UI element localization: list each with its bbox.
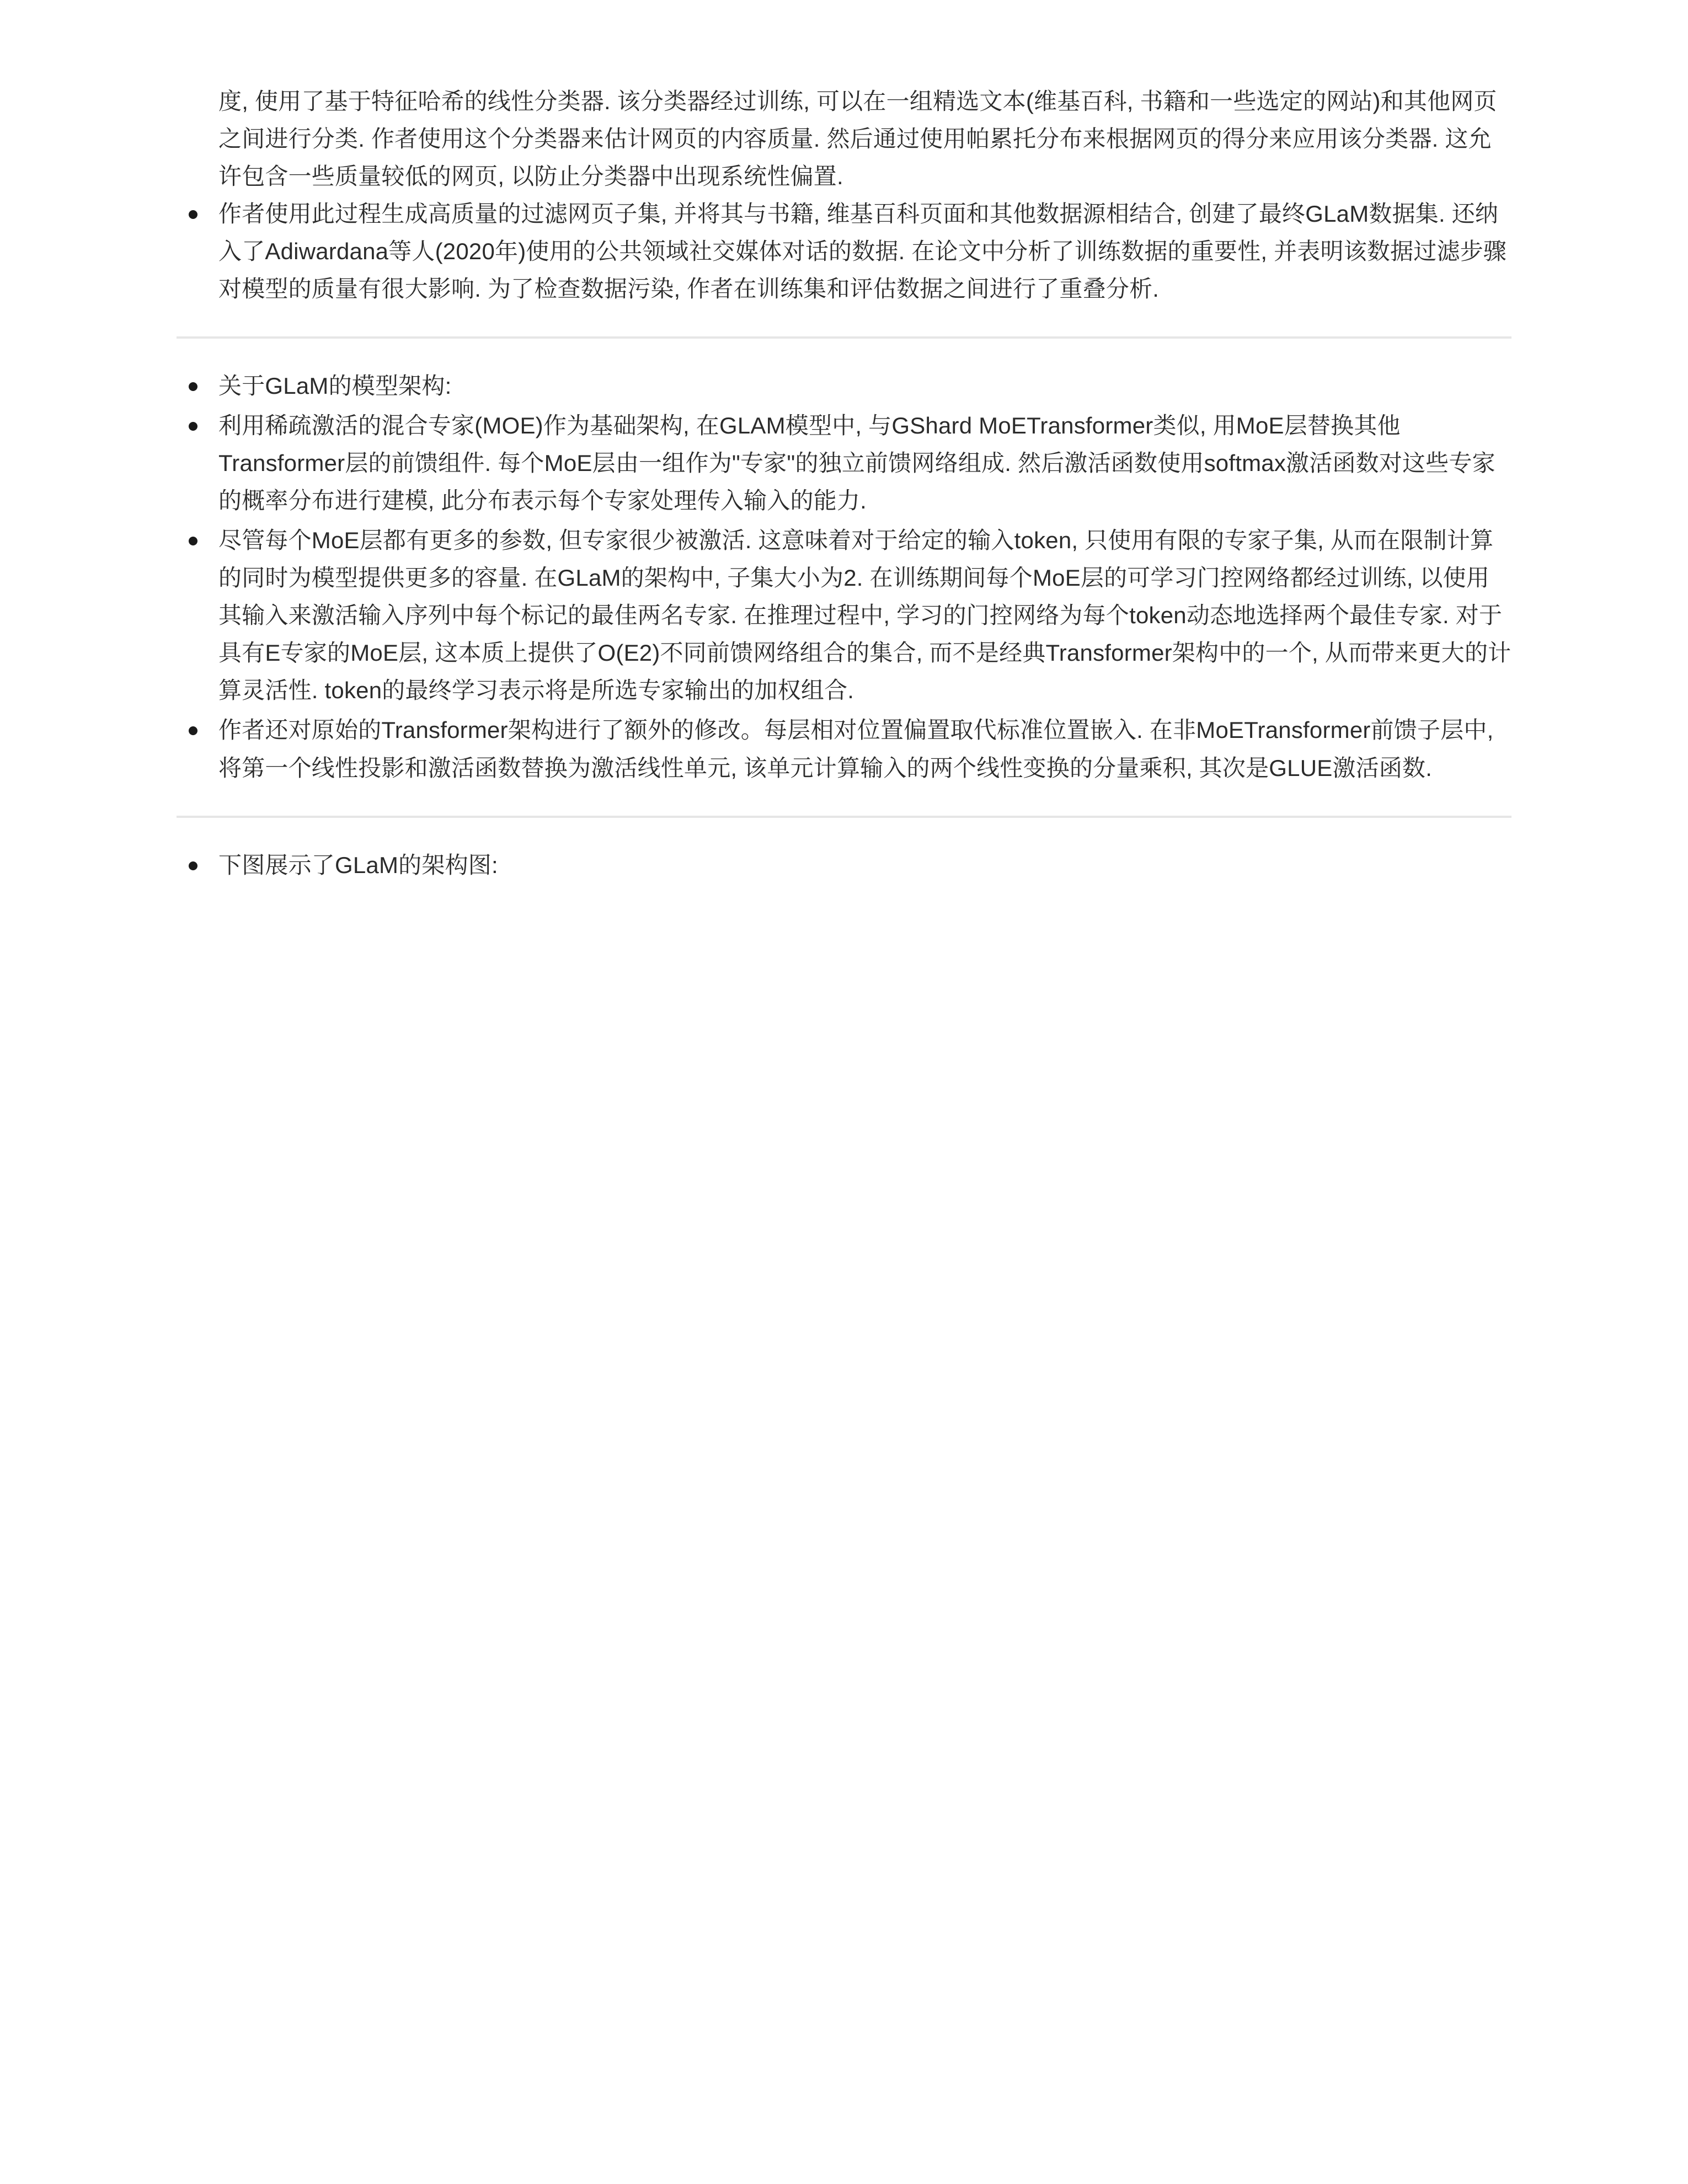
- section-data-filtering: [177, 83, 1511, 308]
- list-item: 关于GLaM的模型架构:: [177, 367, 1511, 405]
- continuation-paragraph: 度, 使用了基于特征哈希的线性分类器. 该分类器经过训练, 可以在一组精选文本(维基百科, 书籍和一些选定的网站)和其他网页之间进行分类. 作者使用这个分类器来估计网页的内容质量. 然后通过使用帕累托分布来根据网页的得分来应用该分类器. 这允许包含一些质量较低的网页, 以防止分类器中出现系统性偏置.: [218, 88, 1497, 190]
- list-item: 利用稀疏激活的混合专家(MOE)作为基础架构, 在GLAM模型中, 与GShard MoETransformer类似, 用MoE层替换其他Transformer层的前馈组件. 每个MoE层由一组作为"专家"的独立前馈网络组成. 然后激活函数使用softmax激活函数对这些专家的概率分布进行建模, 此分布表示每个专家处理传入输入的能力.: [177, 407, 1511, 520]
- document-content: [177, 83, 1511, 884]
- bullet-list-model-architecture: [177, 367, 1511, 786]
- bullet-list-architecture-figure: [177, 847, 1511, 884]
- section-architecture-figure: [177, 847, 1511, 884]
- list-item: 下图展示了GLaM的架构图:: [177, 847, 1511, 884]
- bullet-list-data-filtering: [177, 195, 1511, 308]
- list-item: 作者使用此过程生成高质量的过滤网页子集, 并将其与书籍, 维基百科页面和其他数据源相结合, 创建了最终GLaM数据集. 还纳入了Adiwardana等人(2020年)使用的公共领域社交媒体对话的数据. 在论文中分析了训练数据的重要性, 并表明该数据过滤步骤对模型的质量有很大影响. 为了检查数据污染, 作者在训练集和评估数据之间进行了重叠分析.: [177, 195, 1511, 308]
- list-item: 尽管每个MoE层都有更多的参数, 但专家很少被激活. 这意味着对于给定的输入token, 只使用有限的专家子集, 从而在限制计算的同时为模型提供更多的容量. 在GLaM的架构中, 子集大小为2. 在训练期间每个MoE层的可学习门控网络都经过训练, 以使用其输入来激活输入序列中每个标记的最佳两名专家. 在推理过程中, 学习的门控网络为每个token动态地选择两个最佳专家. 对于具有E专家的MoE层, 这本质上提供了O(E2)不同前馈网络组合的集合, 而不是经典Transformer架构中的一个, 从而带来更大的计算灵活性. token的最终学习表示将是所选专家输出的加权组合.: [177, 522, 1511, 709]
- section-divider: [177, 816, 1511, 818]
- section-model-architecture: [177, 367, 1511, 786]
- section-divider: [177, 336, 1511, 339]
- list-item: 作者还对原始的Transformer架构进行了额外的修改。每层相对位置偏置取代标准位置嵌入. 在非MoETransformer前馈子层中, 将第一个线性投影和激活函数替换为激活线性单元, 该单元计算输入的两个线性变换的分量乘积, 其次是GLUE激活函数.: [177, 711, 1511, 786]
